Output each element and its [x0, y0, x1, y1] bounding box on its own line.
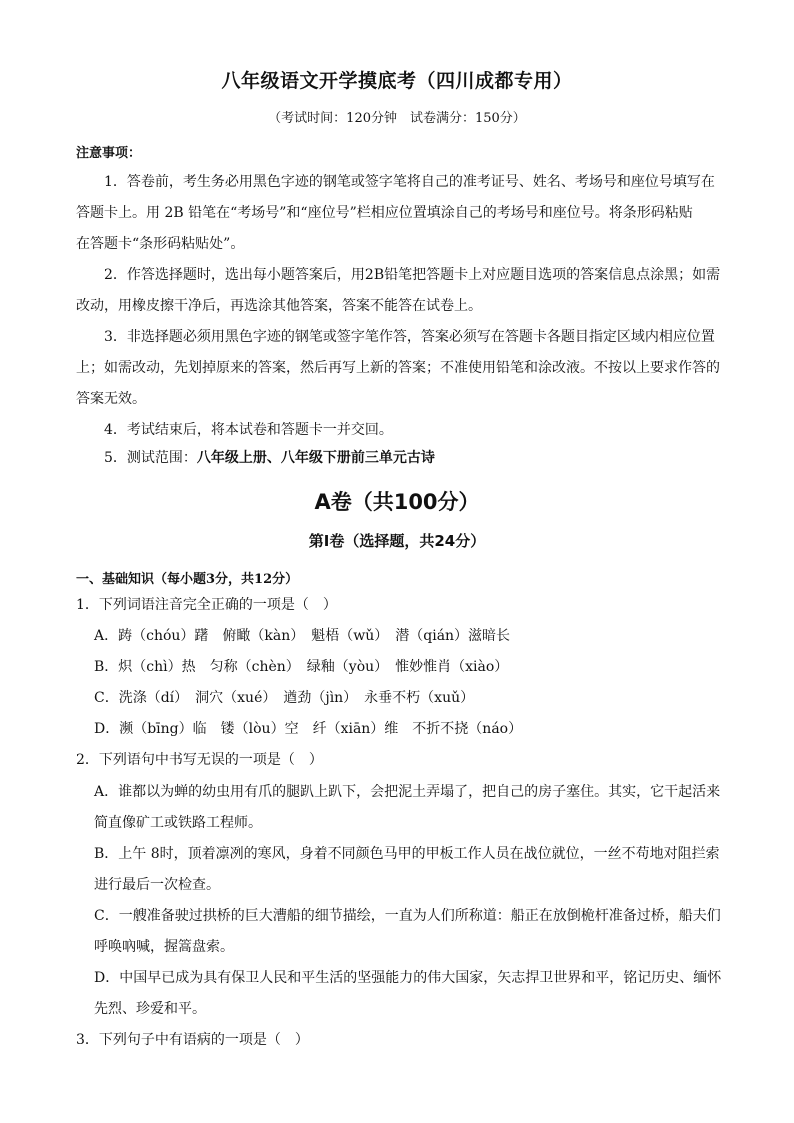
part-1-heading: 一、基础知识（每小题3分，共12分）: [76, 572, 299, 587]
notice-5-prefix: 5．测试范围：: [104, 450, 197, 466]
test-scope: 八年级上册、八年级下册前三单元古诗: [196, 450, 435, 466]
notice-3-line-2: 上；如需改动，先划掉原来的答案，然后再写上新的答案；不准使用铅笔和涂改液。不按以上要求作答的: [76, 360, 720, 376]
question-2-stem: 2．下列语句中书写无误的一项是（ ）: [76, 752, 323, 768]
section-a-heading: A卷（共100分）: [314, 490, 480, 514]
notice-1-line-1: 1．答卷前，考生务必用黑色字迹的钢笔或签字笔将自己的准考证号、姓名、考场号和座位号填写在: [104, 174, 715, 190]
question-1-stem: 1．下列词语注音完全正确的一项是（ ）: [76, 597, 337, 613]
page-title: 八年级语文开学摸底考（四川成都专用）: [221, 70, 573, 92]
question-2-option-c-line-1: C．一艘准备驶过拱桥的巨大漕船的细节描绘，一直为人们所称道：船正在放倒桅杆准备过桥，船夫们: [94, 908, 721, 924]
notice-3-line-3: 答案无效。: [76, 391, 146, 407]
notice-heading: 注意事项：: [76, 146, 142, 161]
notice-2-line-2: 改动，用橡皮擦干净后，再选涂其他答案，答案不能答在试卷上。: [76, 298, 482, 314]
question-1-option-a: A．踌（chóu）躇 俯瞰（kàn） 魁梧（wǔ） 潜（qián）滋暗长: [94, 628, 511, 644]
question-2-option-c-line-2: 呼唤吶喊，握篙盘索。: [94, 939, 234, 955]
notice-3-line-1: 3．非选择题必须用黑色字迹的钢笔或签字笔作答，答案必须写在答题卡各题目指定区域内相应位置: [104, 329, 715, 345]
question-1-option-c: C．洗涤（dí） 洞穴（xué） 遒劲（jìn） 永垂不朽（xuǔ）: [94, 690, 475, 706]
question-2-option-a-line-2: 简直像矿工或铁路工程师。: [94, 815, 262, 831]
question-2-option-b-line-1: B．上午 8时，顶着凛冽的寒风，身着不同颜色马甲的甲板工作人员在战位就位，一丝不苟地对阻拦索: [94, 846, 720, 862]
notice-2-line-1: 2．作答选择题时，选出每小题答案后，用2B铅笔把答题卡上对应题目选项的答案信息点涂黑；如需: [104, 267, 721, 283]
question-1-option-d: D．濒（bīng）临 镂（lòu）空 纤（xiān）维 不折不挠（náo）: [94, 721, 523, 737]
question-2-option-d-line-2: 先烈、珍爱和平。: [94, 1001, 206, 1017]
question-1-option-b: B．炽（chì）热 匀称（chèn） 绿釉（yòu） 惟妙惟肖（xiào）: [94, 659, 509, 675]
notice-1-line-2: 答题卡上。用 2B 铅笔在“考场号”和“座位号”栏相应位置填涂自己的考场号和座位号。将条形码粘贴: [76, 205, 693, 221]
question-2-option-d-line-1: D．中国早已成为具有保卫人民和平生活的坚强能力的伟大国家，矢志捍卫世界和平，铭记历史、缅怀: [94, 970, 722, 986]
notice-1-line-3: 在答题卡“条形码粘贴处”。: [76, 236, 245, 252]
question-2-option-a-line-1: A．谁都以为蝉的幼虫用有爪的腿趴上趴下，会把泥土弄塌了，把自己的房子塞住。其实，它干起活来: [94, 784, 721, 800]
notice-4: 4．考试结束后，将本试卷和答题卡一并交回。: [104, 422, 393, 438]
question-2-option-b-line-2: 进行最后一次检查。: [94, 877, 220, 893]
notice-5: [104, 448, 435, 468]
section-1-heading: 第Ⅰ卷（选择题，共24分）: [308, 532, 486, 550]
exam-time-info: （考试时间：120分钟 试卷满分：150分）: [268, 111, 526, 126]
question-3-stem: 3．下列句子中有语病的一项是（ ）: [76, 1032, 309, 1048]
